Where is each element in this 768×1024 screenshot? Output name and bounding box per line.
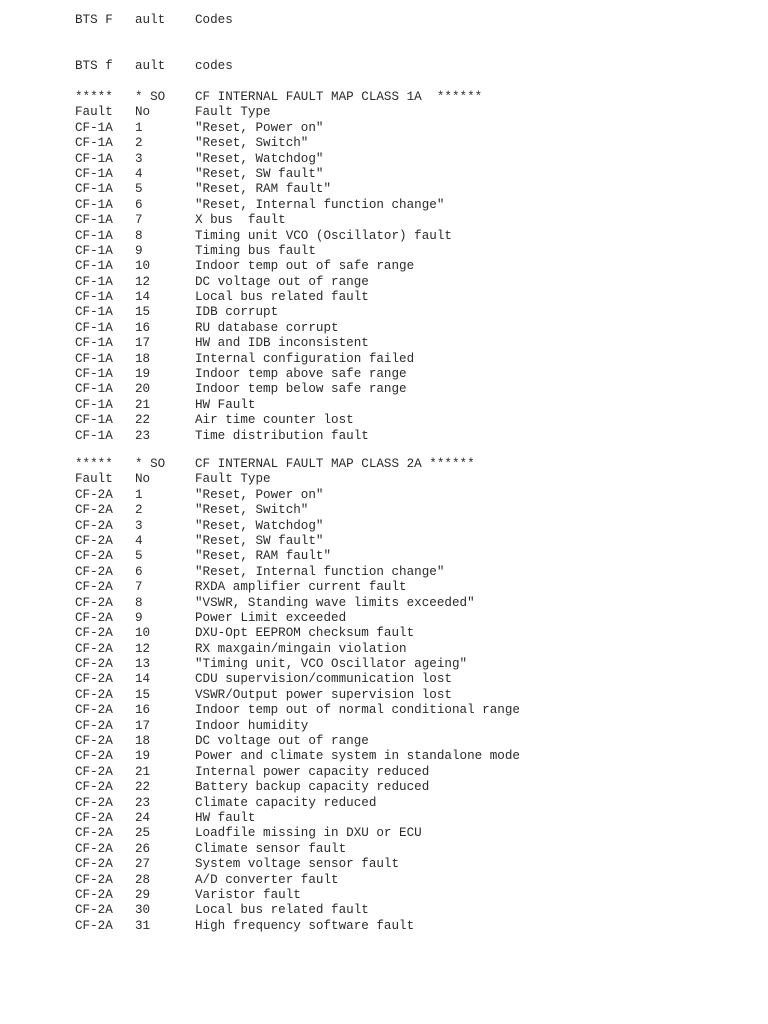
table-row	[0, 275, 768, 290]
table-row	[0, 626, 768, 641]
fault-code-cell: CF-2A	[75, 826, 113, 841]
fault-code-cell: CF-2A	[75, 841, 113, 856]
table-row	[0, 611, 768, 626]
fault-code-cell: CF-2A	[75, 641, 113, 656]
table-row	[0, 842, 768, 857]
fault-number-cell: 20	[135, 382, 151, 397]
fault-code-cell: CF-2A	[75, 657, 113, 672]
table-row	[0, 811, 768, 826]
fault-type-cell: Varistor fault	[195, 887, 301, 902]
fault-code-cell: CF-1A	[75, 290, 113, 305]
fault-code-cell: CF-1A	[75, 351, 113, 366]
table-row	[0, 857, 768, 872]
fault-code-cell: CF-1A	[75, 182, 113, 197]
fault-code-cell: CF-2A	[75, 887, 113, 902]
fault-number-cell: 14	[135, 672, 151, 687]
fault-code-cell: CF-2A	[75, 518, 113, 533]
table-row	[0, 734, 768, 749]
fault-code-cell: CF-2A	[75, 549, 113, 564]
fault-code-cell: CF-1A	[75, 166, 113, 181]
table-row	[0, 703, 768, 718]
section-title-row	[0, 90, 768, 105]
fault-code-cell: CF-2A	[75, 703, 113, 718]
table-row	[0, 229, 768, 244]
fault-number-cell: 22	[135, 780, 151, 795]
fault-number-cell: 26	[135, 841, 151, 856]
fault-number-cell: 10	[135, 259, 151, 274]
fault-code-cell: Fault	[75, 105, 113, 120]
table-row	[0, 688, 768, 703]
fault-type-cell: RXDA amplifier current fault	[195, 580, 407, 595]
fault-map-section-class-1a	[0, 90, 768, 444]
table-row	[0, 198, 768, 213]
fault-code-cell: CF-1A	[75, 336, 113, 351]
fault-code-cell: CF-2A	[75, 564, 113, 579]
fault-number-cell: 6	[135, 197, 143, 212]
fault-type-cell: Timing unit VCO (Oscillator) fault	[195, 228, 452, 243]
table-row	[0, 413, 768, 428]
table-row	[0, 888, 768, 903]
table-row	[0, 672, 768, 687]
fault-number-cell: 12	[135, 274, 151, 289]
fault-number-cell: 24	[135, 810, 151, 825]
fault-type-cell: Climate sensor fault	[195, 841, 347, 856]
fault-code-cell: CF-1A	[75, 382, 113, 397]
fault-type-cell: DC voltage out of range	[195, 274, 369, 289]
fault-number-cell: 10	[135, 626, 151, 641]
fault-type-cell: CF INTERNAL FAULT MAP CLASS 1A ******	[195, 90, 483, 104]
fault-number-cell: 31	[135, 918, 151, 933]
fault-type-cell: "Reset, Switch"	[195, 136, 309, 151]
fault-type-cell: "Reset, Watchdog"	[195, 518, 324, 533]
fault-number-cell: 19	[135, 749, 151, 764]
document-subtitle-line	[0, 58, 768, 74]
fault-code-cell: CF-2A	[75, 734, 113, 749]
table-row	[0, 488, 768, 503]
fault-code-cell: CF-1A	[75, 320, 113, 335]
fault-number-cell: No	[135, 472, 151, 487]
fault-number-cell: 25	[135, 826, 151, 841]
table-row	[0, 657, 768, 672]
subtitle-col-3: codes	[195, 59, 233, 73]
fault-number-cell: 9	[135, 243, 143, 258]
fault-type-cell: A/D converter fault	[195, 872, 339, 887]
fault-type-cell: Loadfile missing in DXU or ECU	[195, 826, 422, 841]
fault-code-cell: CF-1A	[75, 243, 113, 258]
fault-number-cell: No	[135, 105, 151, 120]
fault-number-cell: 8	[135, 595, 143, 610]
fault-type-cell: High frequency software fault	[195, 918, 415, 933]
fault-type-cell: "Reset, Power on"	[195, 120, 324, 135]
fault-number-cell: 27	[135, 857, 151, 872]
fault-type-cell: Internal configuration failed	[195, 351, 415, 366]
table-row	[0, 765, 768, 780]
fault-code-cell: Fault	[75, 472, 113, 487]
fault-number-cell: 5	[135, 549, 143, 564]
fault-type-cell: Timing bus fault	[195, 243, 316, 258]
table-row	[0, 780, 768, 795]
subtitle-col-2: ault	[135, 59, 166, 73]
fault-number-cell: * SO	[135, 457, 166, 471]
fault-type-cell: "Reset, SW fault"	[195, 533, 324, 548]
table-row	[0, 290, 768, 305]
table-row	[0, 182, 768, 197]
fault-type-cell: DXU-Opt EEPROM checksum fault	[195, 626, 415, 641]
fault-type-cell: "Reset, Power on"	[195, 487, 324, 502]
fault-type-cell: Indoor temp below safe range	[195, 382, 407, 397]
title-col-1: BTS F	[75, 13, 113, 27]
fault-number-cell: 5	[135, 182, 143, 197]
fault-code-cell: CF-2A	[75, 780, 113, 795]
fault-code-cell: CF-1A	[75, 120, 113, 135]
fault-type-cell: Fault Type	[195, 472, 271, 487]
fault-code-cell: CF-2A	[75, 672, 113, 687]
fault-number-cell: 7	[135, 213, 143, 228]
fault-code-cell: CF-2A	[75, 503, 113, 518]
table-row	[0, 213, 768, 228]
fault-type-cell: Local bus related fault	[195, 903, 369, 918]
fault-type-cell: Indoor temp above safe range	[195, 367, 407, 382]
fault-map-section-class-2a	[0, 457, 768, 934]
section-title-row	[0, 457, 768, 472]
fault-code-cell: CF-1A	[75, 228, 113, 243]
fault-type-cell: CF INTERNAL FAULT MAP CLASS 2A ******	[195, 457, 475, 471]
fault-type-cell: "Reset, Switch"	[195, 503, 309, 518]
fault-number-cell: 13	[135, 657, 151, 672]
fault-code-cell: *****	[75, 90, 113, 104]
fault-number-cell: 18	[135, 734, 151, 749]
fault-code-cell: CF-2A	[75, 903, 113, 918]
fault-type-cell: Internal power capacity reduced	[195, 764, 430, 779]
fault-code-cell: CF-2A	[75, 764, 113, 779]
fault-code-cell: CF-1A	[75, 213, 113, 228]
fault-type-cell: System voltage sensor fault	[195, 857, 400, 872]
fault-number-cell: 30	[135, 903, 151, 918]
table-row	[0, 136, 768, 151]
fault-number-cell: 4	[135, 533, 143, 548]
fault-number-cell: 21	[135, 397, 151, 412]
fault-type-cell: X bus fault	[195, 213, 286, 228]
fault-code-cell: CF-2A	[75, 749, 113, 764]
fault-type-cell: Local bus related fault	[195, 290, 369, 305]
table-row	[0, 580, 768, 595]
fault-type-cell: "VSWR, Standing wave limits exceeded"	[195, 595, 475, 610]
fault-code-cell: CF-2A	[75, 718, 113, 733]
table-row	[0, 336, 768, 351]
fault-type-cell: HW Fault	[195, 397, 256, 412]
fault-number-cell: 23	[135, 795, 151, 810]
fault-number-cell: * SO	[135, 90, 166, 104]
table-row	[0, 826, 768, 841]
fault-type-cell: "Timing unit, VCO Oscillator ageing"	[195, 657, 468, 672]
fault-code-cell: *****	[75, 457, 113, 471]
table-row	[0, 596, 768, 611]
fault-type-cell: "Reset, SW fault"	[195, 166, 324, 181]
fault-number-cell: 2	[135, 136, 143, 151]
fault-type-cell: Time distribution fault	[195, 428, 369, 443]
fault-number-cell: 17	[135, 336, 151, 351]
fault-code-cell: CF-2A	[75, 857, 113, 872]
fault-code-cell: CF-1A	[75, 259, 113, 274]
fault-type-cell: Battery backup capacity reduced	[195, 780, 430, 795]
fault-type-cell: Fault Type	[195, 105, 271, 120]
table-row	[0, 642, 768, 657]
table-row	[0, 903, 768, 918]
table-row	[0, 121, 768, 136]
fault-number-cell: 15	[135, 305, 151, 320]
fault-type-cell: RX maxgain/mingain violation	[195, 641, 407, 656]
fault-type-cell: Power Limit exceeded	[195, 610, 347, 625]
fault-number-cell: 12	[135, 641, 151, 656]
subtitle-col-1: BTS f	[75, 59, 113, 73]
table-row	[0, 503, 768, 518]
table-row	[0, 321, 768, 336]
fault-type-cell: Indoor temp out of safe range	[195, 259, 415, 274]
table-row	[0, 305, 768, 320]
fault-number-cell: 6	[135, 564, 143, 579]
fault-code-cell: CF-1A	[75, 305, 113, 320]
fault-type-cell: IDB corrupt	[195, 305, 279, 320]
table-row	[0, 352, 768, 367]
column-header-row	[0, 105, 768, 120]
fault-code-cell: CF-2A	[75, 487, 113, 502]
table-row	[0, 429, 768, 444]
fault-type-cell: Indoor temp out of normal conditional range	[195, 703, 520, 718]
table-row	[0, 873, 768, 888]
fault-code-cell: CF-1A	[75, 367, 113, 382]
fault-number-cell: 19	[135, 367, 151, 382]
fault-type-cell: "Reset, Internal function change"	[195, 197, 445, 212]
fault-number-cell: 18	[135, 351, 151, 366]
fault-type-cell: Climate capacity reduced	[195, 795, 377, 810]
fault-type-cell: HW and IDB inconsistent	[195, 336, 369, 351]
fault-code-cell: CF-2A	[75, 580, 113, 595]
fault-code-cell: CF-2A	[75, 610, 113, 625]
fault-code-cell: CF-1A	[75, 197, 113, 212]
fault-number-cell: 29	[135, 887, 151, 902]
fault-type-cell: Air time counter lost	[195, 413, 354, 428]
table-row	[0, 565, 768, 580]
fault-type-cell: Power and climate system in standalone mode	[195, 749, 520, 764]
fault-number-cell: 1	[135, 487, 143, 502]
document-title-line	[0, 12, 768, 28]
fault-type-cell: CDU supervision/communication lost	[195, 672, 452, 687]
fault-type-cell: "Reset, Internal function change"	[195, 564, 445, 579]
table-row	[0, 367, 768, 382]
table-row	[0, 549, 768, 564]
column-header-row	[0, 472, 768, 487]
fault-type-cell: "Reset, RAM fault"	[195, 549, 332, 564]
title-col-3: Codes	[195, 13, 233, 27]
fault-number-cell: 22	[135, 413, 151, 428]
table-row	[0, 534, 768, 549]
fault-code-cell: CF-1A	[75, 413, 113, 428]
fault-number-cell: 2	[135, 503, 143, 518]
fault-number-cell: 15	[135, 687, 151, 702]
fault-type-cell: HW fault	[195, 810, 256, 825]
fault-number-cell: 7	[135, 580, 143, 595]
table-row	[0, 382, 768, 397]
table-row	[0, 167, 768, 182]
fault-number-cell: 3	[135, 151, 143, 166]
fault-type-cell: "Reset, Watchdog"	[195, 151, 324, 166]
fault-code-cell: CF-2A	[75, 810, 113, 825]
fault-code-cell: CF-1A	[75, 397, 113, 412]
fault-type-cell: VSWR/Output power supervision lost	[195, 687, 452, 702]
fault-code-cell: CF-2A	[75, 626, 113, 641]
fault-type-cell: DC voltage out of range	[195, 734, 369, 749]
fault-code-cell: CF-2A	[75, 595, 113, 610]
fault-number-cell: 16	[135, 703, 151, 718]
fault-code-cell: CF-2A	[75, 872, 113, 887]
fault-number-cell: 4	[135, 166, 143, 181]
fault-number-cell: 3	[135, 518, 143, 533]
fault-number-cell: 9	[135, 610, 143, 625]
table-row	[0, 152, 768, 167]
fault-number-cell: 28	[135, 872, 151, 887]
fault-number-cell: 17	[135, 718, 151, 733]
fault-number-cell: 23	[135, 428, 151, 443]
table-row	[0, 519, 768, 534]
fault-code-cell: CF-1A	[75, 136, 113, 151]
fault-code-cell: CF-1A	[75, 428, 113, 443]
fault-code-cell: CF-2A	[75, 795, 113, 810]
fault-number-cell: 16	[135, 320, 151, 335]
table-row	[0, 749, 768, 764]
table-row	[0, 244, 768, 259]
table-row	[0, 259, 768, 274]
fault-type-cell: "Reset, RAM fault"	[195, 182, 332, 197]
fault-code-cell: CF-2A	[75, 687, 113, 702]
fault-number-cell: 1	[135, 120, 143, 135]
fault-code-cell: CF-1A	[75, 151, 113, 166]
fault-number-cell: 14	[135, 290, 151, 305]
fault-type-cell: Indoor humidity	[195, 718, 309, 733]
fault-type-cell: RU database corrupt	[195, 320, 339, 335]
fault-code-cell: CF-2A	[75, 918, 113, 933]
fault-number-cell: 8	[135, 228, 143, 243]
table-row	[0, 719, 768, 734]
table-row	[0, 919, 768, 934]
title-col-2: ault	[135, 13, 166, 27]
table-row	[0, 398, 768, 413]
table-row	[0, 796, 768, 811]
fault-code-cell: CF-1A	[75, 274, 113, 289]
fault-number-cell: 21	[135, 764, 151, 779]
fault-code-cell: CF-2A	[75, 533, 113, 548]
